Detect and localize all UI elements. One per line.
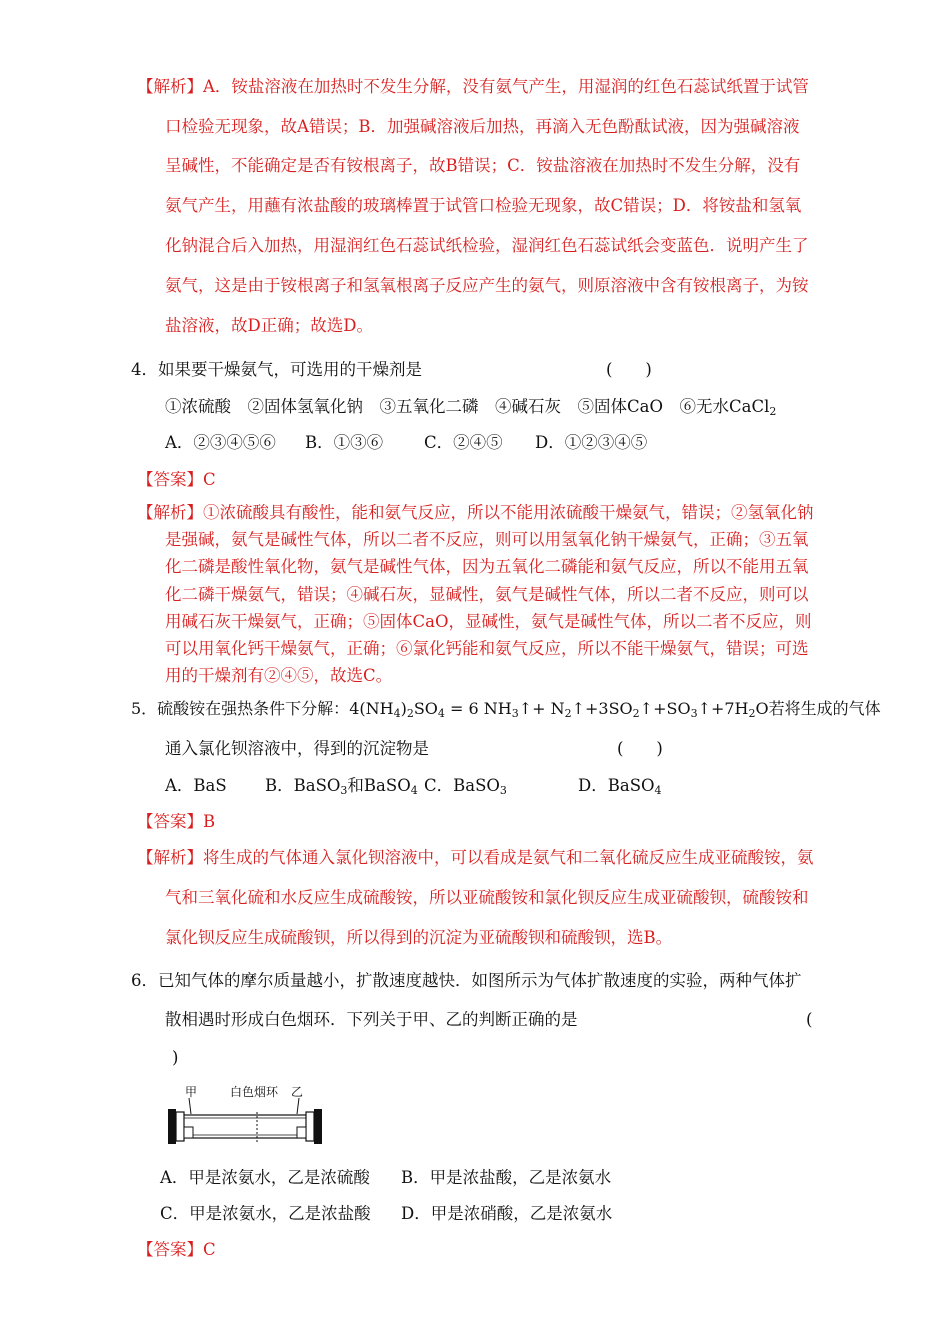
analysis-line: 气和三氧化硫和水反应生成硫酸铵，所以亚硫酸铵和氯化钡反应生成亚硫酸钡，硫酸铵和	[165, 888, 809, 907]
question-stem-cont: 散相遇时形成白色烟环．下列关于甲、乙的判断正确的是	[165, 1010, 578, 1029]
analysis-line: 氨气，这是由于铵根离子和氢氧根离子反应产生的氨气，则原溶液中含有铵根离子，为铵	[165, 276, 809, 295]
option-b: B．①③⑥	[305, 433, 384, 452]
analysis-line: 【解析】①浓硫酸具有酸性，能和氨气反应，所以不能用浓硫酸干燥氨气，错误；②氢氧化钠	[137, 503, 814, 522]
option-c: C．甲是浓氨水，乙是浓盐酸	[160, 1204, 371, 1223]
glass-tube	[178, 1115, 312, 1138]
question-stem: 6．已知气体的摩尔质量越小，扩散速度越快．如图所示为气体扩散速度的实验，两种气体扩	[131, 971, 802, 990]
answer-paren-close: )	[172, 1048, 179, 1067]
pointer-jia	[189, 1098, 191, 1114]
option-a: A．甲是浓氨水，乙是浓硫酸	[160, 1168, 370, 1187]
option-a: A．②③④⑤⑥	[165, 433, 276, 452]
analysis-line: 【解析】A．铵盐溶液在加热时不发生分解，没有氨气产生，用湿润的红色石蕊试纸置于试管	[137, 77, 809, 96]
answer-tag: 【答案】	[137, 1240, 203, 1259]
analysis-tag: 【解析】	[137, 848, 203, 867]
analysis-line: 可以用氧化钙干燥氨气，正确；⑥氯化钙能和氨气反应，所以不能干燥氨气，错误；可选	[165, 639, 809, 658]
analysis-line: 用碱石灰干燥氨气，正确；⑤固体CaO，显碱性，氨气是碱性气体，所以二者不反应，则	[165, 612, 812, 631]
option-c: C．BaSO$_3$	[424, 776, 507, 797]
answer-line	[137, 469, 216, 491]
equation: $4(NH_4)_2SO_4 = 6$ $NH_3↑+$ $N_2↑+3SO_2↑+SO_3↑+7H_2O$	[349, 699, 769, 720]
analysis-line: 氨气产生，用蘸有浓盐酸的玻璃棒置于试管口检验无现象，故C错误；D．将铵盐和氢氧	[165, 196, 802, 215]
left-stopper	[168, 1109, 176, 1144]
question-stem: 4．如果要干燥氨气，可选用的干燥剂是	[131, 360, 422, 379]
option-d: D．BaSO$_4$	[578, 776, 662, 797]
answer-tag: 【答案】	[137, 470, 203, 489]
option-d: D．甲是浓硝酸，乙是浓氨水	[401, 1204, 613, 1223]
analysis-line: 化二磷干燥氨气，错误；④碱石灰，显碱性，氨气是碱性气体，所以二者不反应，则可以	[165, 585, 809, 604]
answer-value: C	[203, 1240, 216, 1259]
pointer-yi	[297, 1098, 299, 1114]
answer-paren: ( )	[617, 739, 663, 758]
analysis-line: 是强碱，氨气是碱性气体，所以二者不反应，则可以用氢氧化钠干燥氨气，正确；③五氧	[165, 530, 809, 549]
analysis-line: 化二磷是酸性氧化物，氨气是碱性气体，因为五氧化二磷能和氨气反应，所以不能用五氧	[165, 557, 809, 576]
label-jia: 甲	[185, 1085, 198, 1099]
label-smoke-ring: 白色烟环	[230, 1085, 279, 1099]
answer-tag: 【答案】	[137, 812, 203, 831]
right-stopper	[314, 1109, 322, 1144]
label-yi: 乙	[291, 1085, 304, 1099]
option-b: B．甲是浓盐酸，乙是浓氨水	[401, 1168, 612, 1187]
analysis-line: 盐溶液，故D正确；故选D。	[165, 316, 373, 335]
analysis-line: 化钠混合后入加热，用湿润红色石蕊试纸检验，湿润红色石蕊试纸会变蓝色．说明产生了	[165, 236, 809, 255]
analysis-line: 口检验无现象，故A错误；B．加强碱溶液后加热，再滴入无色酚酞试液，因为强碱溶液	[165, 117, 800, 136]
question-stem: 5．硫酸铵在强热条件下分解：$4(NH_4)_2SO_4 = 6$ $NH_3↑+$ $N_2↑+3SO_2↑+SO_3↑+7H_2O$若将生成的气体	[131, 699, 881, 720]
analysis-line: 用的干燥剂有②④⑤，故选C。	[165, 666, 393, 685]
answer-value: B	[203, 812, 216, 831]
option-b: B．BaSO$_3$和BaSO$_4$	[265, 776, 418, 797]
question-items: ①浓硫酸 ②固体氢氧化钠 ③五氧化二磷 ④碱石灰 ⑤固体CaO ⑥无水CaCl$_2$	[165, 397, 777, 418]
answer-paren-open: (	[806, 1010, 813, 1029]
analysis-line: 呈碱性，不能确定是否有铵根离子，故B错误；C．铵盐溶液在加热时不发生分解，没有	[165, 156, 801, 175]
answer-line	[137, 1239, 216, 1261]
analysis-line: 氯化钡反应生成硫酸钡，所以得到的沉淀为亚硫酸钡和硫酸钡，选B。	[165, 928, 673, 947]
option-a: A．BaS	[165, 776, 227, 795]
analysis-tag: 【解析】	[137, 77, 203, 96]
answer-paren: ( )	[606, 360, 652, 379]
diffusion-tube-diagram	[160, 1084, 330, 1148]
option-d: D．①②③④⑤	[535, 433, 648, 452]
option-c: C．②④⑤	[424, 433, 503, 452]
question-stem-cont: 通入氯化钡溶液中，得到的沉淀物是	[165, 739, 429, 758]
analysis-tag: 【解析】	[137, 503, 203, 522]
analysis-line: 【解析】将生成的气体通入氯化钡溶液中，可以看成是氨气和二氧化硫反应生成亚硫酸铵，氨	[137, 848, 814, 867]
answer-value: C	[203, 470, 216, 489]
answer-line	[137, 811, 215, 833]
